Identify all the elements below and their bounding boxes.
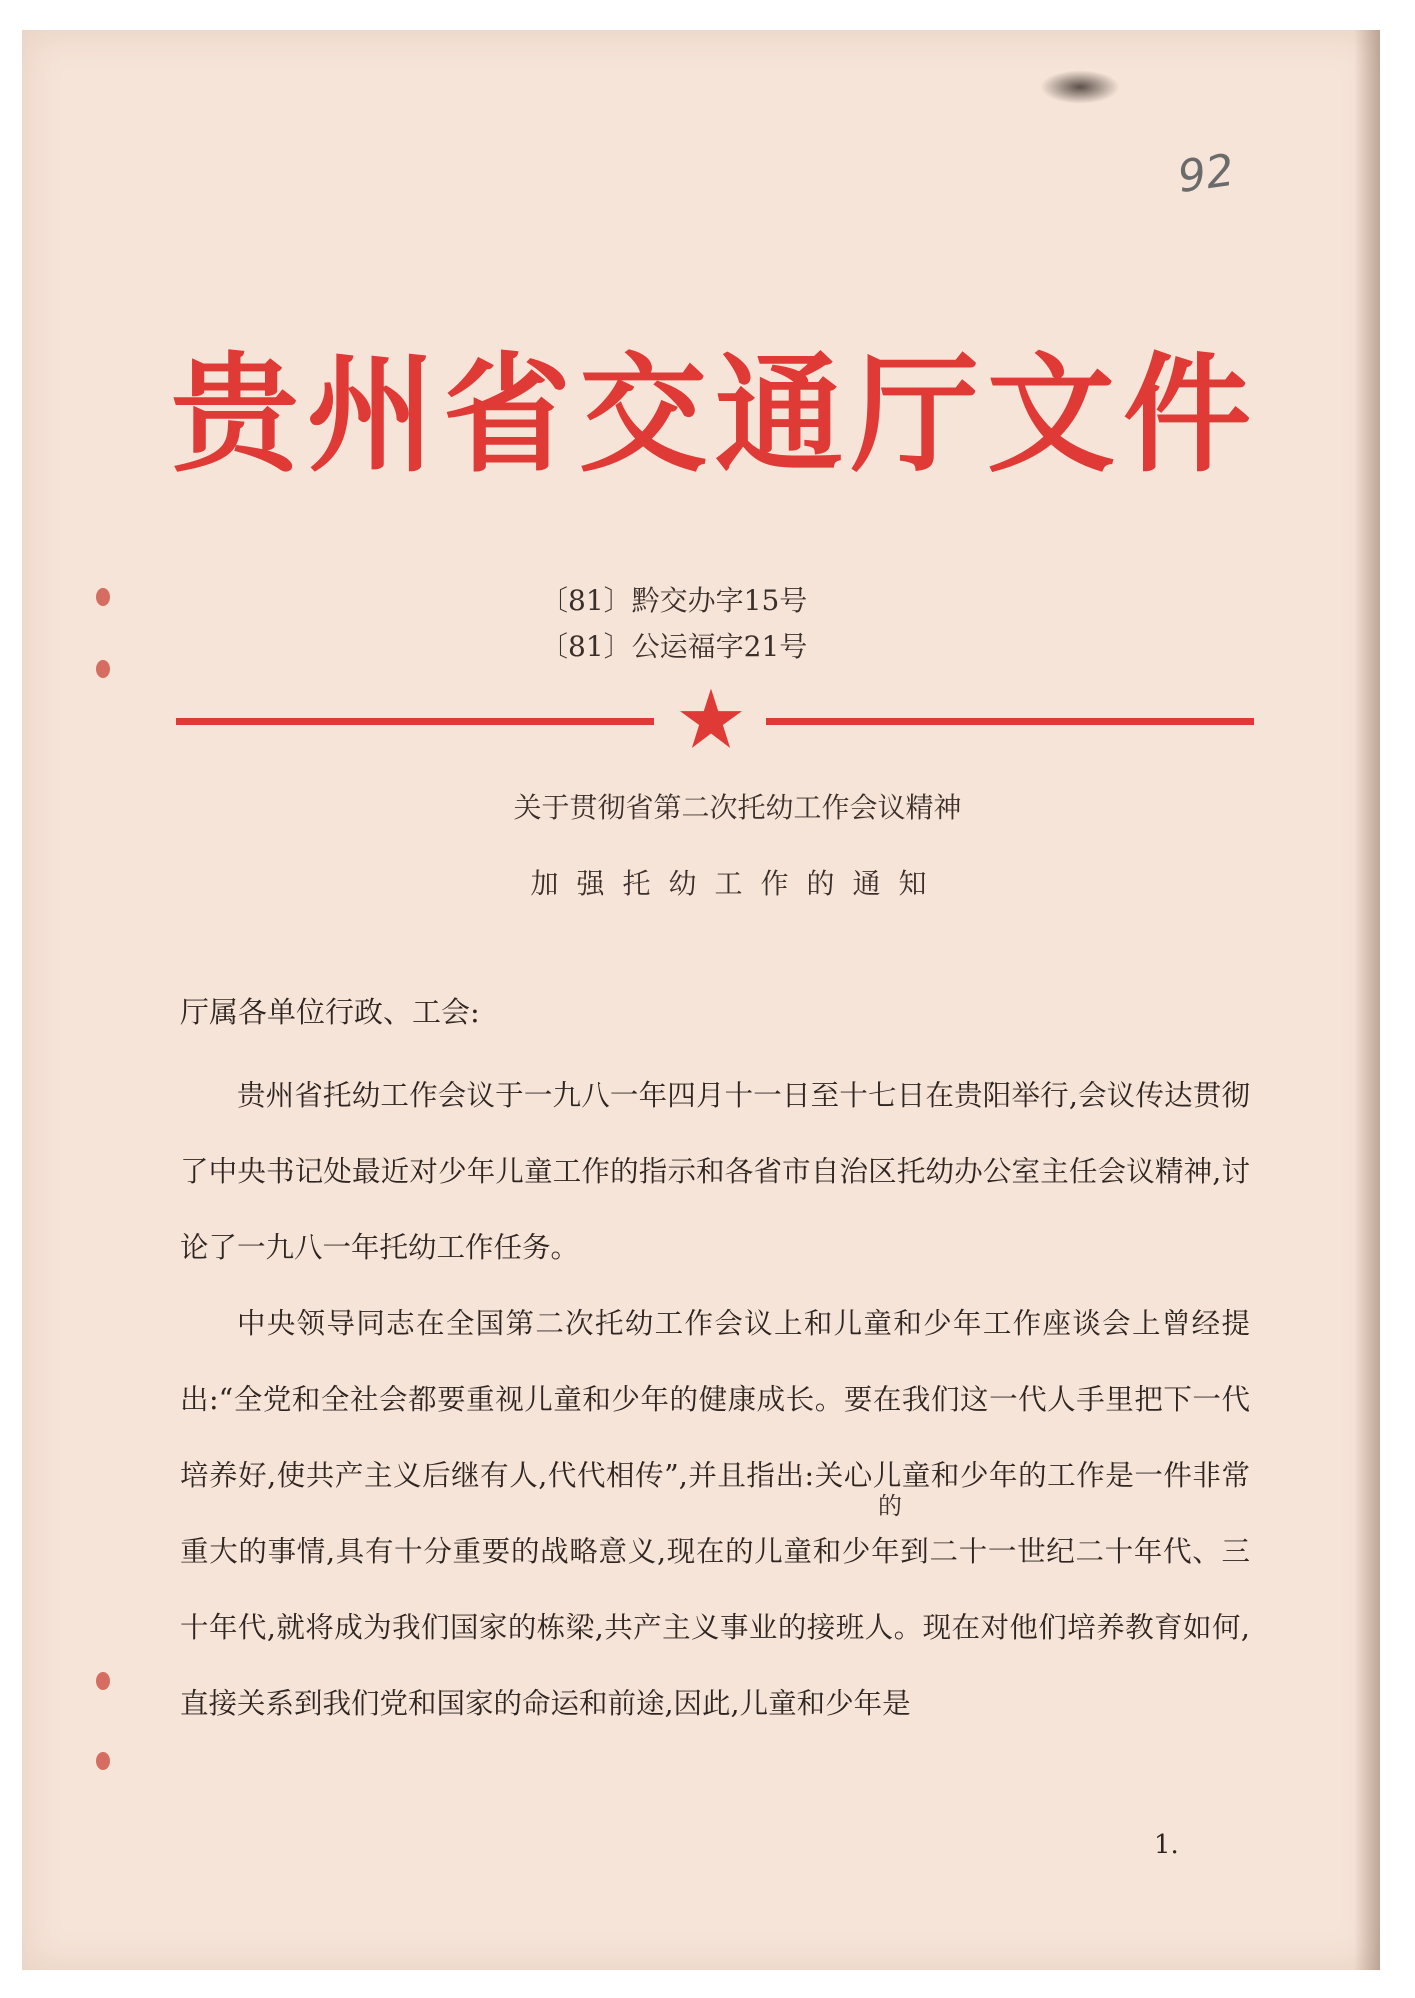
document-number-1: 〔81〕黔交办字15号: [540, 584, 808, 617]
subject-line-2: 加强托幼工作的通知: [530, 867, 945, 900]
body-text: [180, 1058, 1250, 1742]
red-star-icon: [678, 686, 744, 752]
paper-edge: [1354, 30, 1380, 1970]
binding-hole: [96, 1672, 110, 1690]
handwritten-insertion: 的: [878, 1492, 902, 1520]
subject-line-1: 关于贯彻省第二次托幼工作会议精神: [513, 791, 962, 824]
binding-hole: [96, 588, 110, 606]
page-number: 1.: [1154, 1830, 1179, 1860]
ink-smudge: [1040, 70, 1120, 104]
document-header-title: 贵州省交通厅文件: [170, 341, 1259, 490]
body-paragraph: 中央领导同志在全国第二次托幼工作会议上和儿童和少年工作座谈会上曾经提出:“全党和全社会都要重视儿童和少年的健康成长。要在我们这一代人手里把下一代培养好,使共产主义后继有人,代代相传”,并且指出:关心儿童和少年的工作是一件非常重大的事情,具有十分重要的战略意义,现在的儿童和少年到二十一世纪二十年代、三十年代,就将成为我们国家的栋梁,共产主义事业的接班人。现在对他们培养教育如何,直接关系到我们党和国家的命运和前途,因此,儿童和少年是: [180, 1307, 1250, 1720]
document-numbers: [540, 578, 940, 670]
body-paragraph: 贵州省托幼工作会议于一九八一年四月十一日至十七日在贵阳举行,会议传达贯彻了中央书记处最近对少年儿童工作的指示和各省市自治区托幼办公室主任会议精神,讨论了一九八一年托幼工作任务。: [180, 1079, 1250, 1264]
header-rule-right: [766, 718, 1254, 725]
binding-hole: [96, 1752, 110, 1770]
binding-hole: [96, 660, 110, 678]
handwritten-page-mark: 92: [1174, 144, 1238, 204]
header-rule-left: [176, 718, 654, 725]
document-number-2: 〔81〕公运福字21号: [540, 630, 808, 663]
salutation: 厅属各单位行政、工会:: [180, 995, 480, 1029]
